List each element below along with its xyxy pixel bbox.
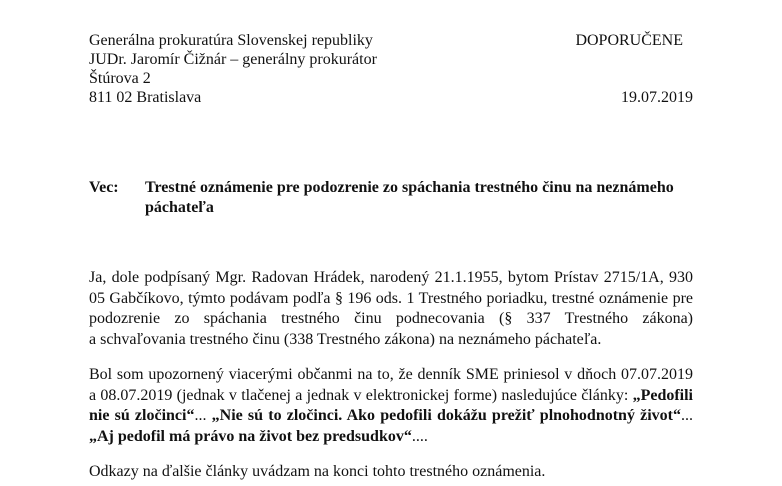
subject-line-1: Trestné oznámenie pre podozrenie zo spáchania trestného činu na neznámeho [145,179,674,196]
ellipsis-3: .... [411,427,428,445]
paragraph-1-line-1: Ja, dole podpísaný Mgr. Radovan Hrádek, narodený 21.1.1955, bytom Prístav 2715/1A, 930 [89,269,693,286]
delivery-type: DOPORUČENE [575,32,683,49]
sender-name: JUDr. Jaromír Čižnár – generálny prokurátor [89,51,377,68]
article-title-2: „Nie sú to zločinci. Ako pedofili dokážu prežiť plnohodnotný život“ [211,407,682,424]
subject-line-2: páchateľa [145,199,214,216]
paragraph-2-line-2-text: a 08.07.2019 (jednak v tlačenej a jednak v elektronickej forme) nasledujúce články: [89,386,633,404]
letter-date: 19.07.2019 [621,89,693,106]
article-title-1-start: „Pedofili [632,386,693,404]
article-title-1-end: nie sú zločinci“ [89,407,195,424]
article-title-3: „Aj pedofil má právo na život bez predsudkov“ [89,427,412,445]
paragraph-3: Odkazy na ďalšie články uvádzam na konci tohto trestného oznámenia. [89,463,546,480]
paragraph-2-line-3 [89,406,693,427]
subject-label: Vec: [89,179,119,196]
sender-city: 811 02 Bratislava [89,89,202,106]
paragraph-1-line-2: 05 Gabčíkovo, týmto podávam podľa § 196 ods. 1 Trestného poriadku, trestné oznámenie pre [89,289,693,307]
paragraph-2-line-2 [89,386,693,407]
sender-organization: Generálna prokuratúra Slovenskej republiky [89,32,373,49]
paragraph-1-line-3: podozrenie zo spáchania trestného činu podnecovania (§ 337 Trestného zákona) [89,310,693,327]
sender-street: Štúrova 2 [89,70,151,87]
ellipsis-2: ... [681,407,694,424]
paragraph-2-line-1: Bol som upozornený viacerými občanmi na to, že denník SME priniesol v dňoch 07.07.2019 [89,366,693,383]
paragraph-2-line-4 [89,427,693,448]
paragraph-1-line-4: a schvaľovania trestného činu (338 Trestného zákona) na neznámeho páchateľa. [89,330,602,348]
ellipsis-1: ... [194,407,212,424]
